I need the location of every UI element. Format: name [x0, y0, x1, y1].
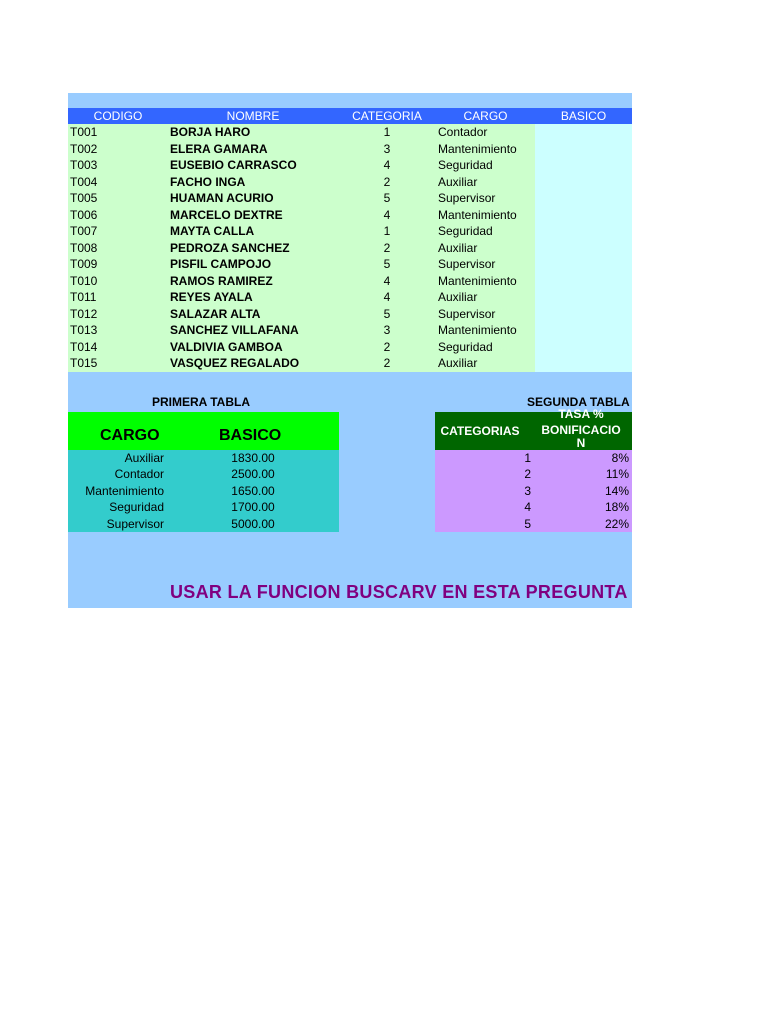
table-row — [68, 207, 535, 224]
segunda-tabla-body — [435, 450, 632, 532]
table-row — [435, 466, 632, 482]
cell-categoria[interactable]: 2 — [383, 240, 391, 255]
instruction-note: USAR LA FUNCION BUSCARV EN ESTA PREGUNTA — [170, 582, 628, 602]
table-row — [68, 322, 535, 339]
cell-nombre[interactable]: REYES AYALA — [170, 290, 253, 304]
cell-categoria[interactable]: 4 — [383, 273, 391, 288]
cell-nombre[interactable]: SALAZAR ALTA — [170, 306, 261, 321]
cell-categoria[interactable]: 1 — [524, 451, 531, 465]
cell-tasa[interactable]: 8% — [611, 451, 629, 465]
cell-cargo[interactable]: Seguridad — [438, 224, 493, 238]
pt-header-basico[interactable]: BASICO — [219, 427, 282, 444]
cell-codigo[interactable]: T001 — [70, 125, 98, 139]
cell-categoria[interactable]: 3 — [383, 323, 391, 337]
table-row — [435, 483, 632, 499]
cell-codigo[interactable]: T011 — [70, 290, 97, 304]
table-row — [68, 174, 535, 191]
cell-codigo[interactable]: T010 — [70, 273, 98, 288]
cell-categoria[interactable]: 4 — [524, 500, 531, 515]
cell-categoria[interactable]: 2 — [524, 467, 531, 482]
cell-categoria[interactable]: 4 — [383, 158, 391, 172]
cell-nombre[interactable]: FACHO INGA — [170, 174, 246, 189]
cell-codigo[interactable]: T005 — [70, 191, 98, 205]
cell-codigo[interactable]: T006 — [70, 207, 98, 222]
cell-categoria[interactable]: 2 — [383, 339, 391, 354]
cell-categoria[interactable]: 1 — [383, 125, 391, 139]
cell-categoria[interactable]: 4 — [383, 207, 391, 222]
cell-codigo[interactable]: T009 — [70, 257, 98, 271]
cell-tasa[interactable]: 14% — [604, 483, 629, 498]
cell-codigo[interactable]: T014 — [70, 339, 98, 354]
cell-nombre[interactable]: ELERA GAMARA — [170, 141, 268, 156]
cell-codigo[interactable]: T003 — [70, 158, 98, 172]
cell-codigo[interactable]: T012 — [70, 306, 98, 321]
table-row — [68, 157, 535, 174]
cell-nombre[interactable]: EUSEBIO CARRASCO — [170, 158, 297, 172]
cell-categoria[interactable]: 5 — [383, 191, 391, 205]
table-row — [435, 450, 632, 466]
cell-nombre[interactable]: VASQUEZ REGALADO — [170, 356, 300, 370]
cell-cargo[interactable]: Auxiliar — [438, 174, 478, 189]
table-row — [68, 190, 535, 207]
cell-categoria[interactable]: 5 — [383, 306, 391, 321]
cell-basico[interactable]: 5000.00 — [231, 516, 275, 531]
cell-categoria[interactable]: 4 — [383, 290, 391, 304]
cell-codigo[interactable]: T002 — [70, 141, 98, 156]
main-table-header — [68, 108, 632, 124]
cell-basico[interactable]: 1650.00 — [231, 483, 275, 498]
cell-cargo[interactable]: Auxiliar — [438, 290, 478, 304]
basico-column-cells[interactable] — [535, 124, 632, 372]
table-row — [68, 339, 535, 356]
cell-codigo[interactable]: T004 — [70, 174, 98, 189]
table-row — [68, 141, 535, 158]
table-row — [68, 516, 339, 532]
cell-nombre[interactable]: MARCELO DEXTRE — [170, 207, 283, 222]
primera-tabla-title: PRIMERA TABLA — [152, 395, 250, 409]
table-row — [68, 466, 339, 482]
cell-categoria[interactable]: 3 — [524, 483, 531, 498]
cell-nombre[interactable]: SANCHEZ VILLAFANA — [170, 323, 299, 337]
cell-cargo[interactable]: Mantenimiento — [438, 323, 517, 337]
st-header-tasa-line2[interactable]: BONIFICACIO — [541, 423, 621, 437]
cell-tasa[interactable]: 22% — [604, 516, 629, 531]
cell-basico[interactable]: 2500.00 — [231, 467, 275, 482]
cell-cargo[interactable]: Auxiliar — [438, 240, 478, 255]
table-row — [68, 273, 535, 290]
table-row — [68, 306, 535, 323]
cell-codigo[interactable]: T013 — [70, 323, 98, 337]
cell-cargo[interactable]: Auxiliar — [124, 451, 164, 465]
table-row — [68, 124, 535, 141]
cell-codigo[interactable]: T007 — [70, 224, 98, 238]
cell-nombre[interactable]: MAYTA CALLA — [170, 224, 255, 238]
cell-tasa[interactable]: 18% — [604, 500, 629, 515]
cell-cargo[interactable]: Supervisor — [438, 191, 496, 205]
cell-cargo[interactable]: Seguridad — [438, 339, 493, 354]
st-header-tasa-line3[interactable]: N — [576, 436, 586, 450]
cell-categoria[interactable]: 2 — [383, 356, 391, 370]
spreadsheet-area — [68, 93, 632, 608]
cell-nombre[interactable]: HUAMAN ACURIO — [170, 191, 274, 205]
cell-categoria[interactable]: 2 — [383, 174, 391, 189]
table-row — [68, 240, 535, 257]
cell-categoria[interactable]: 3 — [383, 141, 391, 156]
cell-cargo[interactable]: Auxiliar — [438, 356, 478, 370]
pt-header-cargo[interactable]: CARGO — [100, 427, 160, 444]
header-codigo[interactable]: CODIGO — [93, 109, 143, 123]
cell-cargo[interactable]: Supervisor — [438, 306, 496, 321]
cell-cargo[interactable]: Supervisor — [438, 257, 496, 271]
cell-cargo[interactable]: Mantenimiento — [438, 207, 517, 222]
cell-nombre[interactable]: RAMOS RAMIREZ — [170, 273, 273, 288]
table-row — [68, 483, 339, 499]
cell-categoria[interactable]: 1 — [383, 224, 391, 238]
segunda-tabla-header — [435, 407, 632, 450]
cell-cargo[interactable]: Seguridad — [109, 500, 164, 515]
cell-cargo[interactable]: Mantenimiento — [438, 141, 517, 156]
cell-basico[interactable]: 1830.00 — [231, 451, 275, 465]
primera-tabla-header — [68, 412, 339, 450]
st-header-categorias[interactable]: CATEGORIAS — [440, 424, 520, 438]
cell-nombre[interactable]: VALDIVIA GAMBOA — [170, 339, 283, 354]
cell-cargo[interactable]: Mantenimiento — [438, 273, 517, 288]
table-row — [68, 289, 535, 306]
cell-nombre[interactable]: PEDROZA SANCHEZ — [170, 240, 290, 255]
table-row — [68, 256, 535, 273]
table-row — [68, 355, 535, 372]
cell-basico[interactable]: 1700.00 — [231, 500, 275, 515]
cell-cargo[interactable]: Seguridad — [438, 158, 493, 172]
table-row — [68, 450, 339, 466]
cell-categoria[interactable]: 5 — [524, 516, 531, 531]
table-row — [68, 223, 535, 240]
segunda-tabla-title: SEGUNDA TABLA — [527, 395, 630, 409]
cell-cargo[interactable]: Supervisor — [106, 516, 164, 531]
header-cargo[interactable]: CARGO — [463, 109, 508, 123]
cell-tasa[interactable]: 11% — [605, 467, 629, 482]
table-row — [68, 499, 339, 515]
cell-codigo[interactable]: T008 — [70, 240, 98, 255]
cell-codigo[interactable]: T015 — [70, 356, 98, 370]
cell-nombre[interactable]: PISFIL CAMPOJO — [170, 257, 272, 271]
cell-cargo[interactable]: Mantenimiento — [85, 483, 164, 498]
primera-tabla-body — [68, 450, 339, 532]
header-nombre[interactable]: NOMBRE — [226, 109, 280, 123]
header-basico[interactable]: BASICO — [560, 109, 607, 123]
header-categoria[interactable]: CATEGORIA — [352, 109, 422, 123]
cell-nombre[interactable]: BORJA HARO — [170, 125, 251, 139]
st-header-tasa-line1[interactable]: TASA % — [558, 407, 604, 421]
cell-categoria[interactable]: 5 — [383, 257, 391, 271]
cell-cargo[interactable]: Contador — [438, 125, 488, 139]
table-row — [435, 499, 632, 515]
cell-cargo[interactable]: Contador — [114, 467, 164, 482]
table-row — [435, 516, 632, 532]
